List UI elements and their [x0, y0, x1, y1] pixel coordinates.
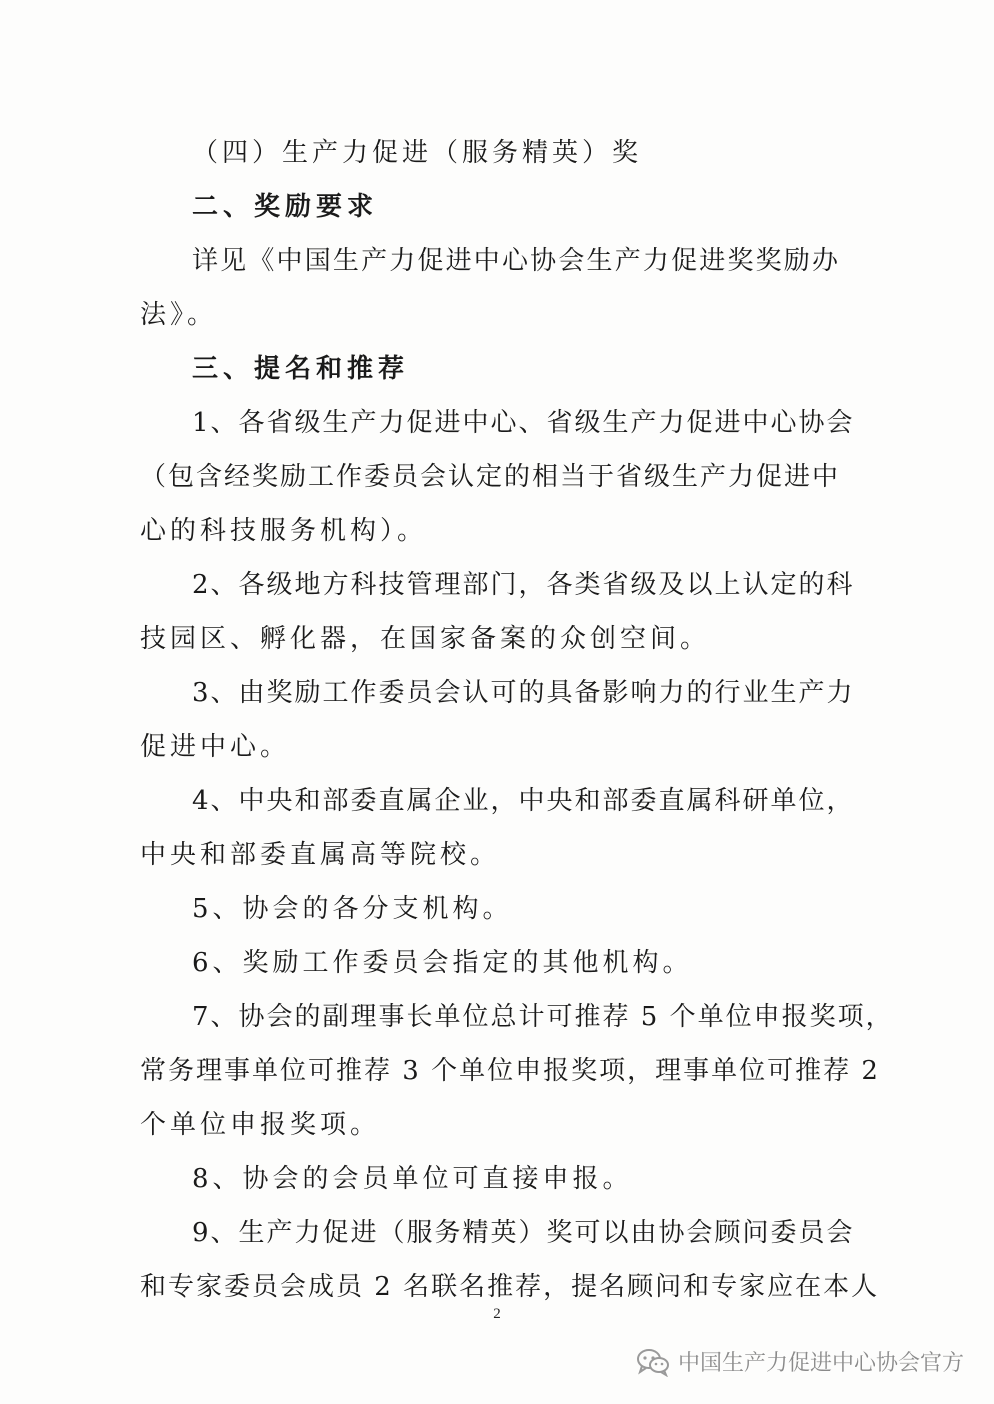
section-item-four: （四）生产力促进（服务精英）奖 [192, 138, 643, 168]
paragraph-line: 常务理事单位可推荐 3 个单位申报奖项，理事单位可推荐 2 [140, 1056, 880, 1086]
page-number: 2 [493, 1306, 501, 1322]
list-item-6: 6、奖励工作委员会指定的其他机构。 [192, 948, 693, 978]
list-item-1: 1、各省级生产力促进中心、省级生产力促进中心协会 [192, 408, 855, 438]
list-item-8: 8、协会的会员单位可直接申报。 [192, 1164, 633, 1194]
list-item-2: 2、各级地方科技管理部门，各类省级及以上认定的科 [192, 570, 855, 600]
paragraph-line: 法》。 [140, 300, 218, 330]
list-item-3: 3、由奖励工作委员会认可的具备影响力的行业生产力 [192, 678, 855, 708]
list-item-5: 5、协会的各分支机构。 [192, 894, 513, 924]
paragraph-line: 技园区、孵化器，在国家备案的众创空间。 [140, 624, 711, 654]
paragraph-line: 中央和部委直属高等院校。 [140, 840, 501, 870]
list-item-4: 4、中央和部委直属企业，中央和部委直属科研单位， [192, 786, 855, 816]
paragraph-line: （包含经奖励工作委员会认定的相当于省级生产力促进中 [140, 462, 841, 492]
paragraph-line: 促进中心。 [140, 732, 291, 762]
paragraph-line: 详见《中国生产力促进中心协会生产力促进奖奖励办 [192, 246, 840, 276]
heading-award-requirements: 二、奖励要求 [192, 192, 379, 222]
heading-nomination: 三、提名和推荐 [192, 354, 410, 384]
wechat-icon [636, 1347, 670, 1377]
paragraph-line: 和专家委员会成员 2 名联名推荐，提名顾问和专家应在本人 [140, 1272, 880, 1302]
paragraph-line: 心的科技服务机构）。 [140, 516, 428, 546]
list-item-9: 9、生产力促进（服务精英）奖可以由协会顾问委员会 [192, 1218, 855, 1248]
watermark-text: 中国生产力促进中心协会官方 [677, 1351, 964, 1376]
wechat-watermark [636, 1346, 964, 1377]
list-item-7: 7、协会的副理事长单位总计可推荐 5 个单位申报奖项， [192, 1002, 894, 1032]
paragraph-line: 个单位申报奖项。 [140, 1110, 381, 1140]
